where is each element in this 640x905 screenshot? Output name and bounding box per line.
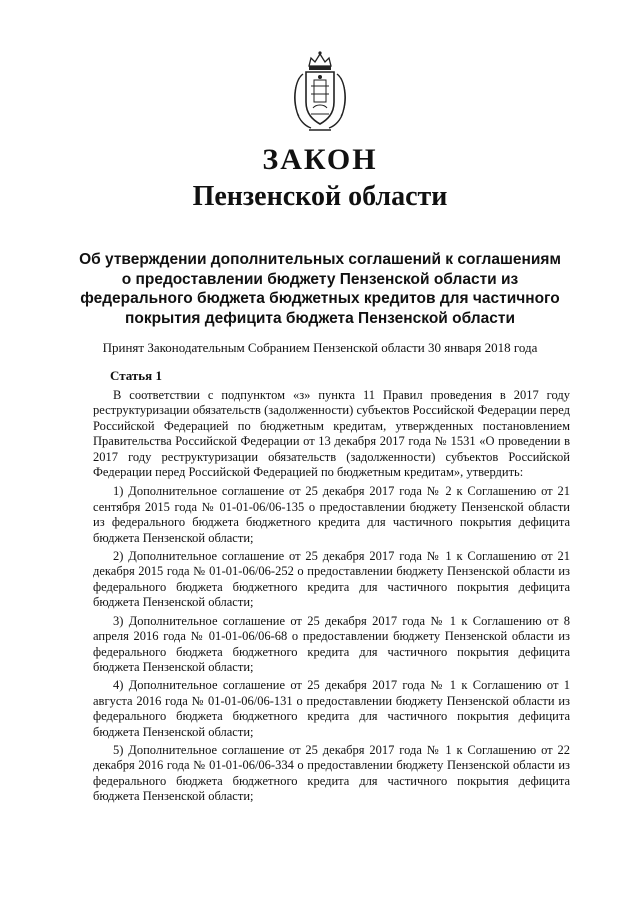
article-item: 3) Дополнительное соглашение от 25 декабря 2017 года № 1 к Соглашению от 8 апреля 2016 года № 01-01-06/06-68 о предоставлении бюджету Пензенской области из федерального бюджета бюджетного кредита для частичного покрытия дефицита бюджета Пензенской области; (93, 613, 570, 674)
coat-of-arms-icon (289, 50, 351, 134)
article-intro-paragraph: В соответствии с подпунктом «з» пункта 11 Правил проведения в 2017 году реструктуризации обязательств (задолженности) субъектов Российской Федерации перед Российской Федерацией по бюджетным кредитам, утвержденных постановлением Правительства Российской Федерации от 13 декабря 2017 года № 1531 «О проведении в 2017 году реструктуризации обязательств (задолженности) субъектов Российской Федерации перед Российской Федерацией по бюджетным кредитам», утвердить: (93, 388, 570, 480)
adoption-note: Принят Законодательным Собранием Пензенской области 30 января 2018 года (102, 340, 538, 355)
article-item: 4) Дополнительное соглашение от 25 декабря 2017 года № 1 к Соглашению от 1 августа 2016 года № 01-01-06/06-131 о предоставлении бюджету Пензенской области из федерального бюджета бюджетного кредита для частичного покрытия дефицита бюджета Пензенской области; (93, 678, 570, 739)
article-item: 2) Дополнительное соглашение от 25 декабря 2017 года № 1 к Соглашению от 21 декабря 2015 года № 01-01-06/06-252 о предоставлении бюджету Пензенской области из федерального бюджета бюджетного кредита для частичного покрытия дефицита бюджета Пензенской области; (93, 549, 570, 610)
law-subject (70, 250, 570, 328)
article-heading: Статья 1 (110, 368, 162, 383)
law-title: ЗАКОН (262, 143, 378, 176)
law-region: Пензенской области (192, 181, 448, 212)
subject-line: покрытия дефицита бюджета Пензенской области (125, 309, 515, 327)
article-body (93, 388, 570, 808)
article-item: 1) Дополнительное соглашение от 25 декабря 2017 года № 2 к Соглашению от 21 сентября 2015 года № 01-01-06/06-135 о предоставлении бюджету Пензенской области из федерального бюджета бюджетного кредита для частичного покрытия дефицита бюджета Пензенской области; (93, 484, 570, 545)
article-item: 5) Дополнительное соглашение от 25 декабря 2017 года № 1 к Соглашению от 22 декабря 2016 года № 01-01-06/06-334 о предоставлении бюджету Пензенской области из федерального бюджета бюджетного кредита для частичного покрытия дефицита бюджета Пензенской области; (93, 742, 570, 804)
subject-line: федерального бюджета бюджетных кредитов для частичного (80, 290, 560, 307)
subject-line: Об утверждении дополнительных соглашений к соглашениям (79, 251, 561, 268)
subject-line: о предоставлении бюджету Пензенской области из (121, 270, 519, 288)
